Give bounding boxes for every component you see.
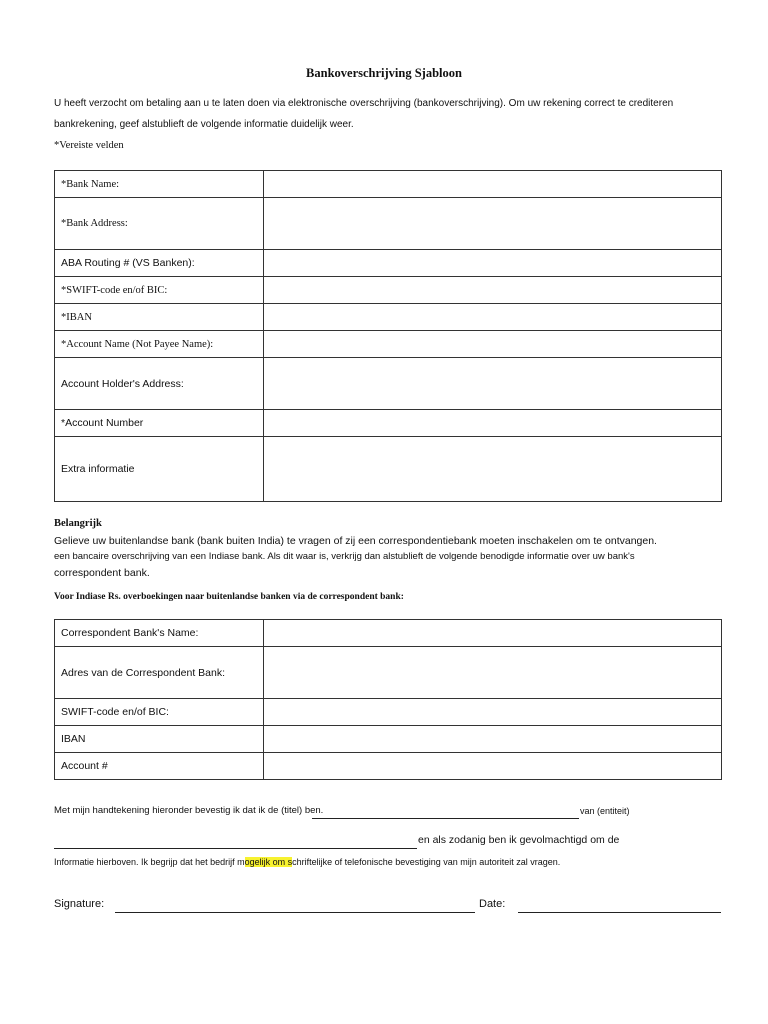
field-input-cell[interactable] (264, 358, 722, 410)
field-input-cell[interactable] (264, 304, 722, 331)
page-title: Bankoverschrijving Sjabloon (306, 66, 462, 80)
field-input-cell[interactable] (264, 250, 722, 277)
field-label: *Account Name (Not Payee Name): (55, 331, 264, 358)
form-row (55, 171, 722, 198)
correspondent-subheading: Voor Indiase Rs. overboekingen naar buitenlandse banken via de correspondent bank: (54, 592, 404, 602)
form-row (55, 277, 722, 304)
field-label: *Bank Address: (55, 198, 264, 250)
field-input-cell[interactable] (264, 620, 722, 647)
form-row (55, 250, 722, 277)
highlighted-text-2: s (285, 857, 293, 867)
field-label: *SWIFT-code en/of BIC: (55, 277, 264, 304)
form-row (55, 753, 722, 780)
correspondent-bank-table (54, 619, 722, 780)
field-input-cell[interactable] (264, 277, 722, 304)
field-label: *Account Number (55, 410, 264, 437)
field-label: ABA Routing # (VS Banken): (55, 250, 264, 277)
form-row (55, 437, 722, 502)
signature-label: Signature: (54, 898, 105, 910)
field-label: SWIFT-code en/of BIC: (55, 699, 264, 726)
field-label: IBAN (55, 726, 264, 753)
field-input-cell[interactable] (264, 171, 722, 198)
intro-line-1: U heeft verzocht om betaling aan u te laten doen via elektronische overschrijving (bankoverschrijving). Om uw rekening correct te crediteren (54, 98, 674, 109)
field-label: Adres van de Correspondent Bank: (55, 647, 264, 699)
field-label: *IBAN (55, 304, 264, 331)
form-row (55, 410, 722, 437)
form-row (55, 726, 722, 753)
required-fields-note: *Vereiste velden (54, 140, 124, 151)
attestation-line-2: en als zodanig ben ik gevolmachtigd om de (418, 834, 620, 846)
field-input-cell[interactable] (264, 198, 722, 250)
attestation-line-3 (54, 857, 560, 867)
highlighted-text: ogelijk om (244, 857, 286, 867)
field-input-cell[interactable] (264, 753, 722, 780)
form-row (55, 358, 722, 410)
field-input-cell[interactable] (264, 699, 722, 726)
important-line-2: een bancaire overschrijving van een Indiase bank. Als dit waar is, verkrijg dan alstublieft de volgende benodigde informatie over uw bank's (54, 551, 635, 562)
field-label: Extra informatie (55, 437, 264, 502)
field-input-cell[interactable] (264, 647, 722, 699)
entity-blank-line[interactable] (54, 848, 417, 849)
form-row (55, 620, 722, 647)
form-row (55, 304, 722, 331)
field-label: Account Holder's Address: (55, 358, 264, 410)
form-row (55, 198, 722, 250)
bank-details-table (54, 170, 722, 502)
entity-label: van (entiteit) (580, 806, 630, 816)
form-row (55, 647, 722, 699)
attestation-text-b: chriftelijke of telefonische bevestiging van mijn autoriteit zal vragen. (292, 857, 561, 867)
intro-line-2: bankrekening, geef alstublieft de volgende informatie duidelijk weer. (54, 119, 354, 130)
form-row (55, 699, 722, 726)
important-line-3: correspondent bank. (54, 567, 150, 579)
signature-line[interactable] (115, 912, 475, 913)
field-label: Correspondent Bank's Name: (55, 620, 264, 647)
form-row (55, 331, 722, 358)
title-blank-line[interactable] (312, 818, 579, 819)
field-label: Account # (55, 753, 264, 780)
important-heading: Belangrijk (54, 518, 102, 529)
field-input-cell[interactable] (264, 726, 722, 753)
important-line-1: Gelieve uw buitenlandse bank (bank buiten India) te vragen of zij een correspondentiebank moeten inschakelen om te ontvangen. (54, 535, 657, 547)
field-input-cell[interactable] (264, 410, 722, 437)
attestation-line-1: Met mijn handtekening hieronder bevestig ik dat ik de (titel) ben. (54, 805, 324, 816)
attestation-text-a: Informatie hierboven. Ik begrijp dat het bedrijf m (54, 857, 245, 867)
field-input-cell[interactable] (264, 331, 722, 358)
field-label: *Bank Name: (55, 171, 264, 198)
date-line[interactable] (518, 912, 721, 913)
date-label: Date: (479, 898, 506, 910)
field-input-cell[interactable] (264, 437, 722, 502)
